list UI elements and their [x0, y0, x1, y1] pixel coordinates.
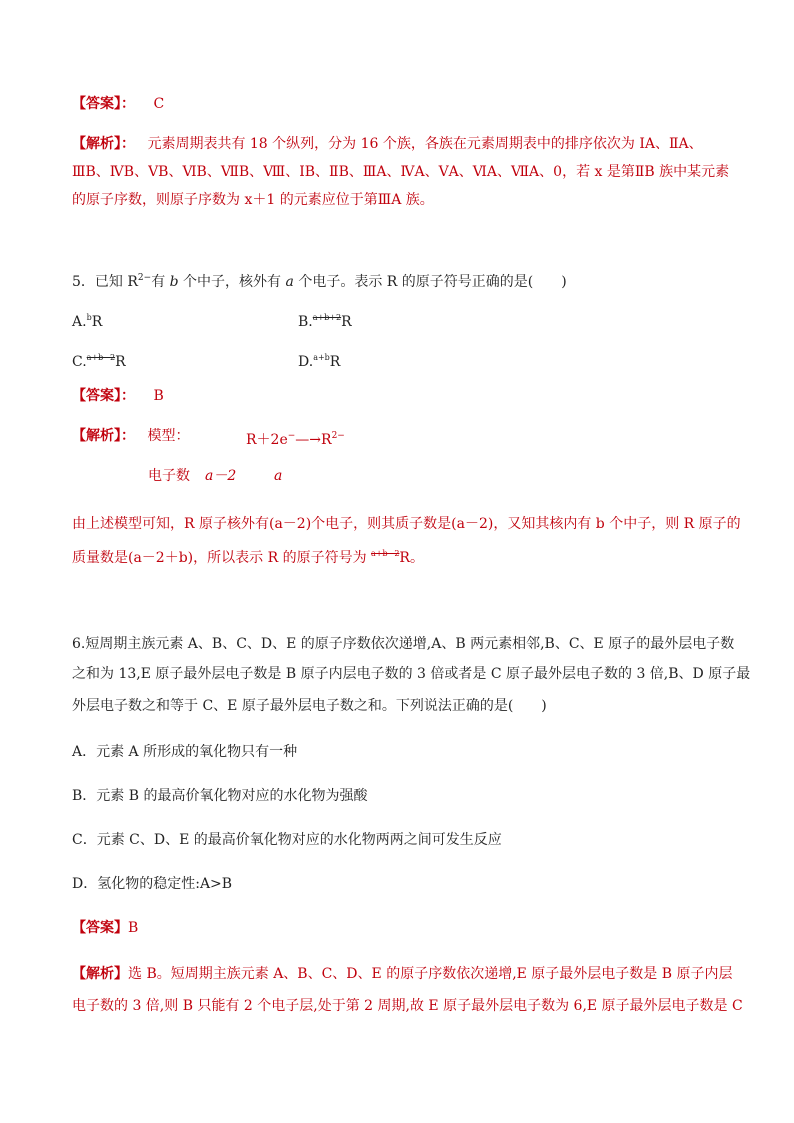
mass-number: a+b+2	[312, 313, 342, 322]
analysis-text: 元素周期表共有 18 个纵列，分为 16 个族，各族在元素周期表中的排序依次为 ⅠA、ⅡA、	[147, 136, 703, 152]
q4-analysis-line-1	[72, 134, 703, 154]
q6-stem-line-1: 6.短周期主族元素 A、B、C、D、E 的原子序数依次递增,A、B 两元素相邻,B、C、E 原子的最外层电子数	[72, 636, 735, 652]
option-label: A.	[72, 314, 87, 330]
equation-text: R＋2e	[246, 432, 288, 448]
q6-option-a: A．元素 A 所形成的氧化物只有一种	[72, 744, 298, 760]
analysis-label: 【解析】：	[72, 428, 135, 444]
q5-analysis-model	[72, 426, 189, 446]
equation-text: —→R	[295, 432, 332, 448]
q4-analysis-line-3: 的原子序数，则原子序数为 x＋1 的元素应位于第ⅢA 族。	[72, 192, 434, 208]
equation-superscript: −	[287, 431, 296, 441]
variable-a: a	[285, 274, 294, 290]
stem-text: 5．已知 R	[72, 274, 138, 290]
variable-b: b	[169, 274, 179, 290]
equation-superscript: 2−	[331, 431, 345, 441]
electron-count-label: 电子数	[148, 468, 190, 484]
element-symbol: R	[341, 314, 352, 330]
element-symbol: R	[115, 354, 126, 370]
analysis-label: 【解析】：	[72, 136, 135, 152]
q5-conclusion-line-2	[72, 544, 424, 568]
q5-option-c	[72, 348, 126, 372]
stem-text: 个中子，核外有	[178, 274, 286, 290]
stem-text: 个电子。表示 R 的原子符号正确的是( )	[293, 274, 567, 290]
q6-answer-line	[72, 918, 138, 938]
q5-option-a	[72, 308, 102, 332]
analysis-text: 选 B。短周期主族元素 A、B、C、D、E 的原子序数依次递增,E 原子最外层电子数是 B 原子内层	[128, 966, 733, 982]
answer-label: 【答案】	[72, 920, 128, 936]
analysis-label: 【解析】	[72, 966, 128, 982]
answer-value: B	[128, 920, 139, 936]
q5-answer-line	[72, 386, 164, 406]
charge-superscript: 2−	[137, 273, 152, 283]
q6-stem-line-3: 外层电子数之和等于 C、E 原子最外层电子数之和。下列说法正确的是( )	[72, 698, 547, 714]
model-label: 模型：	[147, 428, 190, 444]
answer-label: 【答案】：	[72, 96, 135, 112]
mass-number: a+b−2	[86, 353, 116, 362]
conclusion-text: R。	[399, 550, 424, 566]
q6-option-d: D．氢化物的稳定性:A>B	[72, 876, 233, 892]
q6-option-c: C．元素 C、D、E 的最高价氧化物对应的水化物两两之间可发生反应	[72, 832, 502, 848]
q4-analysis-line-2: ⅢB、ⅣB、ⅤB、ⅥB、ⅦB、Ⅷ、ⅠB、ⅡB、ⅢA、ⅣA、ⅤA、ⅥA、ⅦA、0，若 x 是第ⅡB 族中某元素	[72, 164, 730, 180]
electron-count-value-2: a	[274, 468, 283, 484]
q6-analysis-line-2: 电子数的 3 倍,则 B 只能有 2 个电子层,处于第 2 周期,故 E 原子最外层电子数为 6,E 原子最外层电子数是 C	[72, 998, 743, 1014]
option-label: D.	[298, 354, 314, 370]
q5-stem	[72, 268, 567, 292]
q5-conclusion-line-1: 由上述模型可知，R 原子核外有(a－2)个电子，则其质子数是(a－2)，又知其核内有 b 个中子，则 R 原子的	[72, 516, 741, 532]
q5-option-d	[298, 348, 340, 372]
answer-value: C	[153, 96, 165, 112]
mass-number: a+b	[313, 353, 330, 362]
element-symbol: R	[91, 314, 103, 330]
q5-option-b	[298, 308, 352, 332]
answer-value: B	[153, 388, 164, 404]
mass-number: b	[86, 313, 92, 322]
stem-text: 有	[151, 274, 170, 290]
q6-stem-line-2: 之和为 13,E 原子最外层电子数是 B 原子内层电子数的 3 倍或者是 C 原子最外层电子数的 3 倍,B、D 原子最	[72, 666, 751, 682]
q4-answer-line	[72, 94, 164, 114]
conclusion-text: 质量数是(a－2＋b)，所以表示 R 的原子符号为	[72, 550, 372, 566]
element-symbol: R	[329, 354, 341, 370]
mass-number: a+b−2	[371, 549, 400, 558]
model-equation	[246, 426, 345, 450]
option-label: B.	[298, 314, 313, 330]
answer-label: 【答案】：	[72, 388, 135, 404]
q6-option-b: B．元素 B 的最高价氧化物对应的水化物为强酸	[72, 788, 368, 804]
electron-count-value-1: a－2	[205, 468, 237, 484]
option-label: C.	[72, 354, 87, 370]
q6-analysis-line-1	[72, 964, 733, 984]
